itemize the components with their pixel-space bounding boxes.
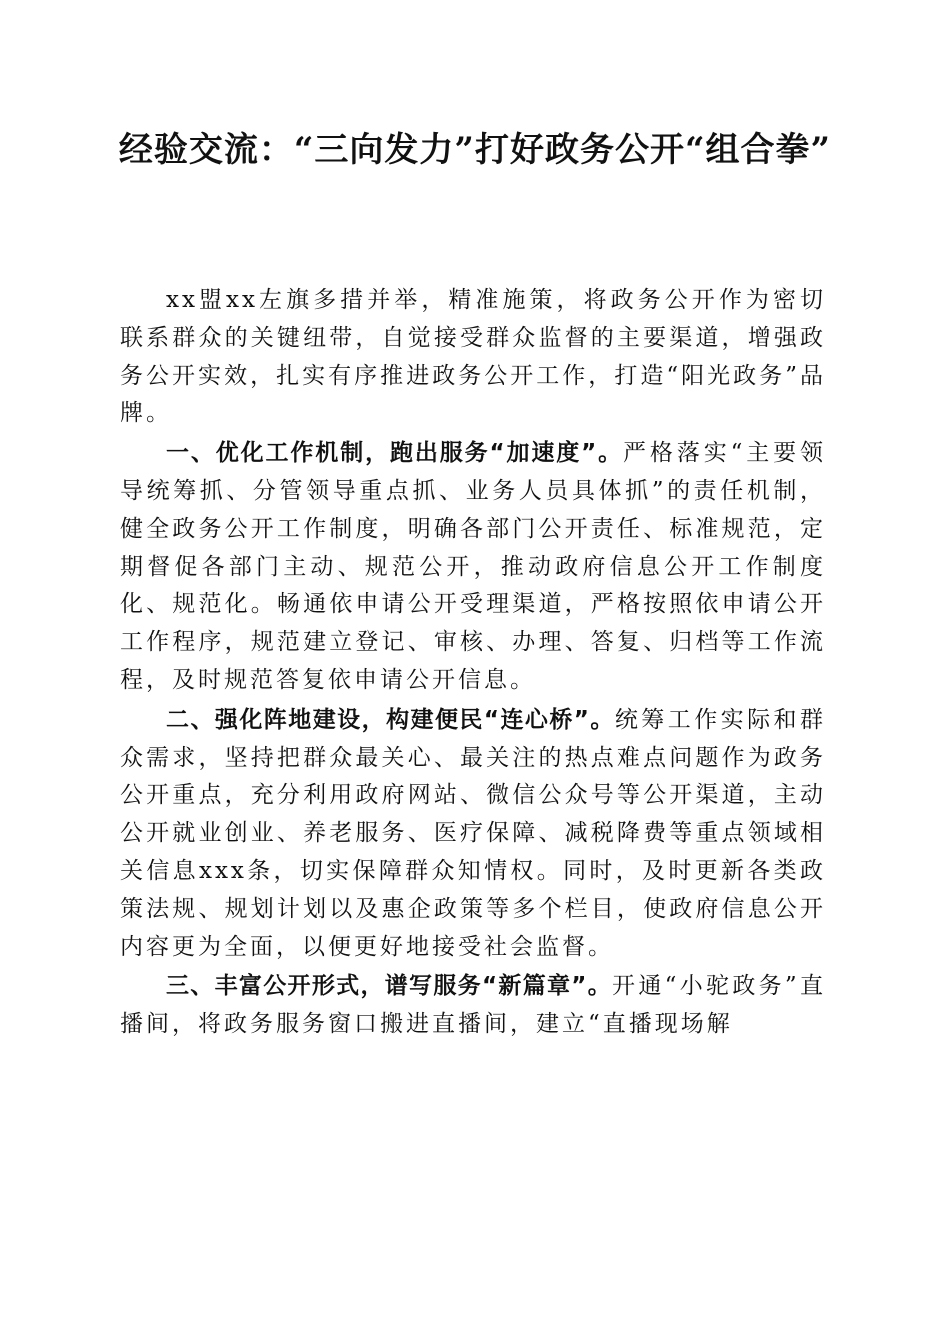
intro-paragraph: xx盟xx左旗多措并举，精准施策，将政务公开作为密切联系群众的关键纽带，自觉接受群众监督的主要渠道，增强政务公开实效，扎实有序推进政务公开工作，打造“阳光政务”品牌。 [120, 287, 826, 427]
section-2-heading: 二、强化阵地建设，构建便民“连心桥”。 [166, 706, 615, 733]
section-2-paragraph [120, 702, 826, 967]
section-3-paragraph [120, 968, 826, 1044]
section-3-text: 开通“小驼政务”直播间，将政务服务窗口搬进直播间，建立“直播现场解 [120, 973, 826, 1038]
section-1-heading: 一、优化工作机制，跑出服务“加速度”。 [166, 440, 624, 467]
section-1-paragraph [120, 435, 826, 700]
section-3-heading: 三、丰富公开形式，谱写服务“新篇章”。 [166, 973, 613, 1000]
section-1-text: 严格落实“主要领导统筹抓、分管领导重点抓、业务人员具体抓”的责任机制，健全政务公开工作制度，明确各部门公开责任、标准规范，定期督促各部门主动、规范公开，推动政府信息公开工作制度化、规范化。畅通依申请公开受理渠道，严格按照依申请公开工作程序，规范建立登记、审核、办理、答复、归档等工作流程，及时规范答复依申请公开信息。 [120, 440, 826, 693]
document-title: 经验交流：“三向发力”打好政务公开“组合拳” [118, 130, 832, 170]
section-2-text: 统筹工作实际和群众需求，坚持把群众最关心、最关注的热点难点问题作为政务公开重点，充分利用政府网站、微信公众号等公开渠道，主动公开就业创业、养老服务、医疗保障、减税降费等重点领域相关信息xxx条，切实保障群众知情权。同时，及时更新各类政策法规、规划计划以及惠企政策等多个栏目，使政府信息公开内容更为全面，以便更好地接受社会监督。 [120, 706, 827, 960]
document-body [120, 282, 826, 1046]
